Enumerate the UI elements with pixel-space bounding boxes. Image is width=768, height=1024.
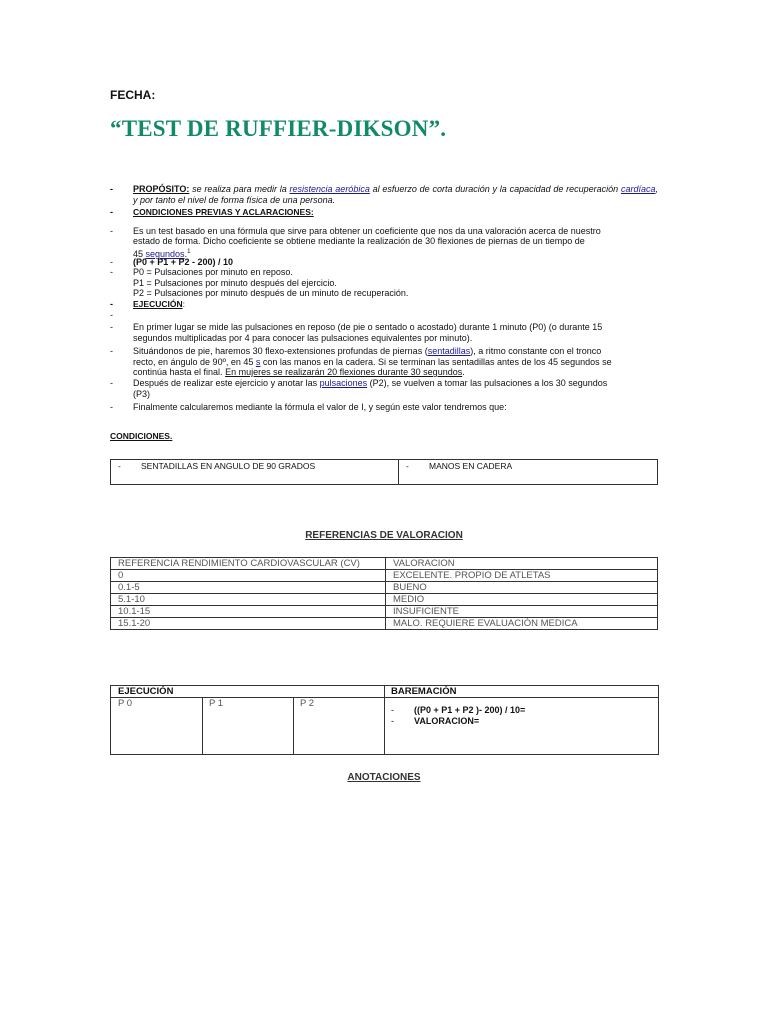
condition-item: SENTADILLAS EN ANGULO DE 90 GRADOS [141, 461, 316, 471]
execution-header: EJECUCIÓN [118, 686, 174, 697]
paragraph-line: (P3) [133, 389, 151, 399]
paragraph-line: 45 segundos.$^1$ [133, 249, 191, 259]
link-s[interactable]: s [255, 357, 261, 367]
table-row [111, 606, 658, 618]
paragraph-line: recto, en ángulo de 90º, en 45 s con las manos en la cadera. Si se terminan las sentadillas antes de los 45 segundos se [133, 357, 612, 367]
purpose-text: , y por tanto el nivel de forma física de una persona. [133, 184, 658, 205]
bullet-dash: - [110, 207, 113, 217]
table-cell: MALO. REQUIERE EVALUACIÓN MEDICA [386, 618, 658, 630]
formula-text: (P0 + P1 + P2 - 200) / 10 [133, 257, 234, 267]
page-title: “TEST DE RUFFIER-DIKSON”. [110, 116, 447, 141]
bullet-dash: - [110, 257, 113, 267]
baremacion-formula: ((P0 + P1 + P2 )- 200) / 10= [414, 705, 526, 715]
p0-cell[interactable]: P 0 [118, 698, 133, 709]
bullet-dash: - [391, 716, 394, 726]
table-cell: 0.1-5 [111, 582, 386, 594]
link-resistencia-aerobica[interactable]: resistencia aeróbica [289, 184, 370, 194]
ejecucion-heading: EJECUCIÓN [133, 299, 183, 309]
date-label: FECHA: [110, 88, 156, 102]
table-cell: 0 [111, 570, 386, 582]
link-pulsaciones[interactable]: pulsaciones [319, 378, 368, 388]
bullet-dash: - [110, 267, 113, 277]
table-row [111, 570, 658, 582]
table-row [111, 594, 658, 606]
table-cell: 10.1-15 [111, 606, 386, 618]
annotations-heading: ANOTACIONES [347, 772, 421, 783]
link-sentadillas[interactable]: sentadillas [427, 346, 471, 356]
table-cell: EXCELENTE. PROPIO DE ATLETAS [386, 570, 658, 582]
bullet-dash: - [110, 299, 113, 309]
purpose-text: se realiza para medir la [189, 184, 290, 194]
table-header-cell: VALORACION [386, 558, 658, 570]
footnote-marker[interactable]: 1 [187, 249, 191, 255]
condition-cell: - SENTADILLAS EN ANGULO DE 90 GRADOS [118, 461, 316, 471]
p2-definition: P2 = Pulsaciones por minuto después de un minuto de recuperación. [133, 288, 409, 298]
paragraph-line: Es un test basado en una fórmula que sirve para obtener un coeficiente que nos da una valoración acerca de nuestro [133, 226, 601, 236]
paragraph-line: Después de realizar este ejercicio y anotar las pulsaciones (P2), se vuelven a tomar las pulsaciones a los 30 segundos [133, 378, 608, 388]
conditions-prior-heading: CONDICIONES PREVIAS Y ACLARACIONES: [133, 207, 314, 217]
bullet-dash: - [110, 346, 113, 356]
bullet-dash: - [110, 310, 113, 320]
condition-item: MANOS EN CADERA [429, 461, 513, 471]
references-table [110, 557, 658, 630]
bullet-dash: - [110, 184, 113, 194]
table-cell: 15.1-20 [111, 618, 386, 630]
purpose-label: PROPÓSITO: [133, 184, 190, 194]
divider [202, 697, 203, 754]
p0-definition: P0 = Pulsaciones por minuto en reposo. [133, 267, 293, 277]
bullet-dash: - [110, 402, 113, 412]
bullet-dash: - [110, 322, 113, 332]
table-cell: INSUFICIENTE [386, 606, 658, 618]
table-header-cell: REFERENCIA RENDIMIENTO CARDIOVASCULAR (CV) [111, 558, 386, 570]
condition-cell: - MANOS EN CADERA [398, 460, 657, 484]
conditions-table [110, 459, 658, 485]
divider [293, 697, 294, 754]
paragraph-line: En primer lugar se mide las pulsaciones en reposo (de pie o sentado o acostado) durante 1 minuto (P0) (o durante 15 [133, 322, 603, 332]
table-cell: MEDIO [386, 594, 658, 606]
p2-cell[interactable]: P 2 [300, 698, 315, 709]
p1-cell[interactable]: P 1 [209, 698, 224, 709]
execution-table [110, 685, 659, 755]
table-cell: 5.1-10 [111, 594, 386, 606]
table-cell: BUENO [386, 582, 658, 594]
paragraph-line: estado de forma. Dicho coeficiente se obtiene mediante la realización de 30 flexiones de piernas de un tiempo de [133, 236, 585, 246]
table-row [111, 582, 658, 594]
document-page: FECHA: “TEST DE RUFFIER-DIKSON”. - PROPÓSITO: se realiza para medir la resistencia aeróbica al esfuerzo de corta duración y la capacidad de recuperación cardíaca, y por tanto el nivel de forma física de una persona. - CONDICIONES PREVIAS Y ACLARACIONES: - Es un test basado en una fórmula que sirve para obtener un coeficiente que nos da una valoración acerca de nuestro estado de forma. Dicho coeficiente se obtiene mediante la realización de 30 flexiones de piernas de un tiempo de 45 segundos.$^1$ - (P0 + P1 + P2 - 200) / 10 - P0 = Pulsaciones por minuto en reposo. P1 = Pulsaciones por minuto después del ejercicio. P2 = Pulsaciones por minuto después de un minuto de recuperación. - EJECUCIÓN: - - En primer lugar se mide las pulsaciones en reposo (de pie o sentado o acostado) durante 1 minuto (P0) (o durante 15 segundos multiplicadas por 4 para conocer las pulsaciones equivalentes por minuto). - Situándonos de pie, haremos 30 flexo-extensiones profundas de piernas (sentadillas), a ritmo constante con el tronco recto, en ángulo de 90º, en 45 s con las manos en la cadera. Si se terminan las sentadillas antes de los 45 segundos se continúa hasta el final. En mujeres se realizarán 20 flexiones durante 30 segundos. - Después de realizar este ejercicio y anotar las pulsaciones (P2), se vuelven a tomar las pulsaciones a los 30 segundos (P3) - Finalmente calcularemos mediante la fórmula el valor de I, y según este valor tendremos que: CONDICIONES. - SENTADILLAS EN ANGULO DE 90 GRADOS - MANOS EN CADERA REFERENCIAS DE VALORACION REFERENCIA RENDIMIENTO CARDIOVASCULAR (CV) VALORACION 0 EXCELENTE. PROPIO DE ATLETAS 0.1-5 BUENO 5.1-10 MEDIO 10.1-15 INSUFICIENTE 15.1-20 MALO. REQUIERE EVALUACIÓN MEDICA EJECUCIÓN BAREMACIÓN P 0 P 1 P 2 - ((P0 + P1 + P2 )- 200) / 10= - VALORACION= ANOTACIONES [0, 0, 768, 1024]
table-header-row [111, 558, 658, 570]
divider [384, 686, 385, 754]
bullet-dash: - [110, 378, 113, 388]
paragraph-line: Finalmente calcularemos mediante la fórmula el valor de I, y según este valor tendremos que: [133, 402, 507, 412]
paragraph-line: continúa hasta el final. En mujeres se realizarán 20 flexiones durante 30 segundos. [133, 367, 465, 377]
bullet-dash: - [110, 226, 113, 236]
conditions-heading: CONDICIONES. [110, 431, 173, 441]
link-cardiaca[interactable]: cardíaca [620, 184, 656, 194]
paragraph-line: segundos multiplicadas por 4 para conocer las pulsaciones equivalentes por minuto). [133, 333, 473, 343]
references-heading: REFERENCIAS DE VALORACION [305, 530, 463, 541]
p1-definition: P1 = Pulsaciones por minuto después del ejercicio. [133, 278, 337, 288]
bullet-dash: - [391, 705, 394, 715]
paragraph-line: Situándonos de pie, haremos 30 flexo-extensiones profundas de piernas (sentadillas), a ritmo constante con el tronco [133, 346, 602, 356]
table-row [111, 618, 658, 630]
baremacion-valoracion: VALORACION= [414, 716, 480, 726]
baremacion-header: BAREMACIÓN [391, 686, 457, 697]
link-segundos[interactable]: segundos [145, 249, 185, 259]
purpose-text: al esfuerzo de corta duración y la capacidad de recuperación [369, 184, 621, 194]
